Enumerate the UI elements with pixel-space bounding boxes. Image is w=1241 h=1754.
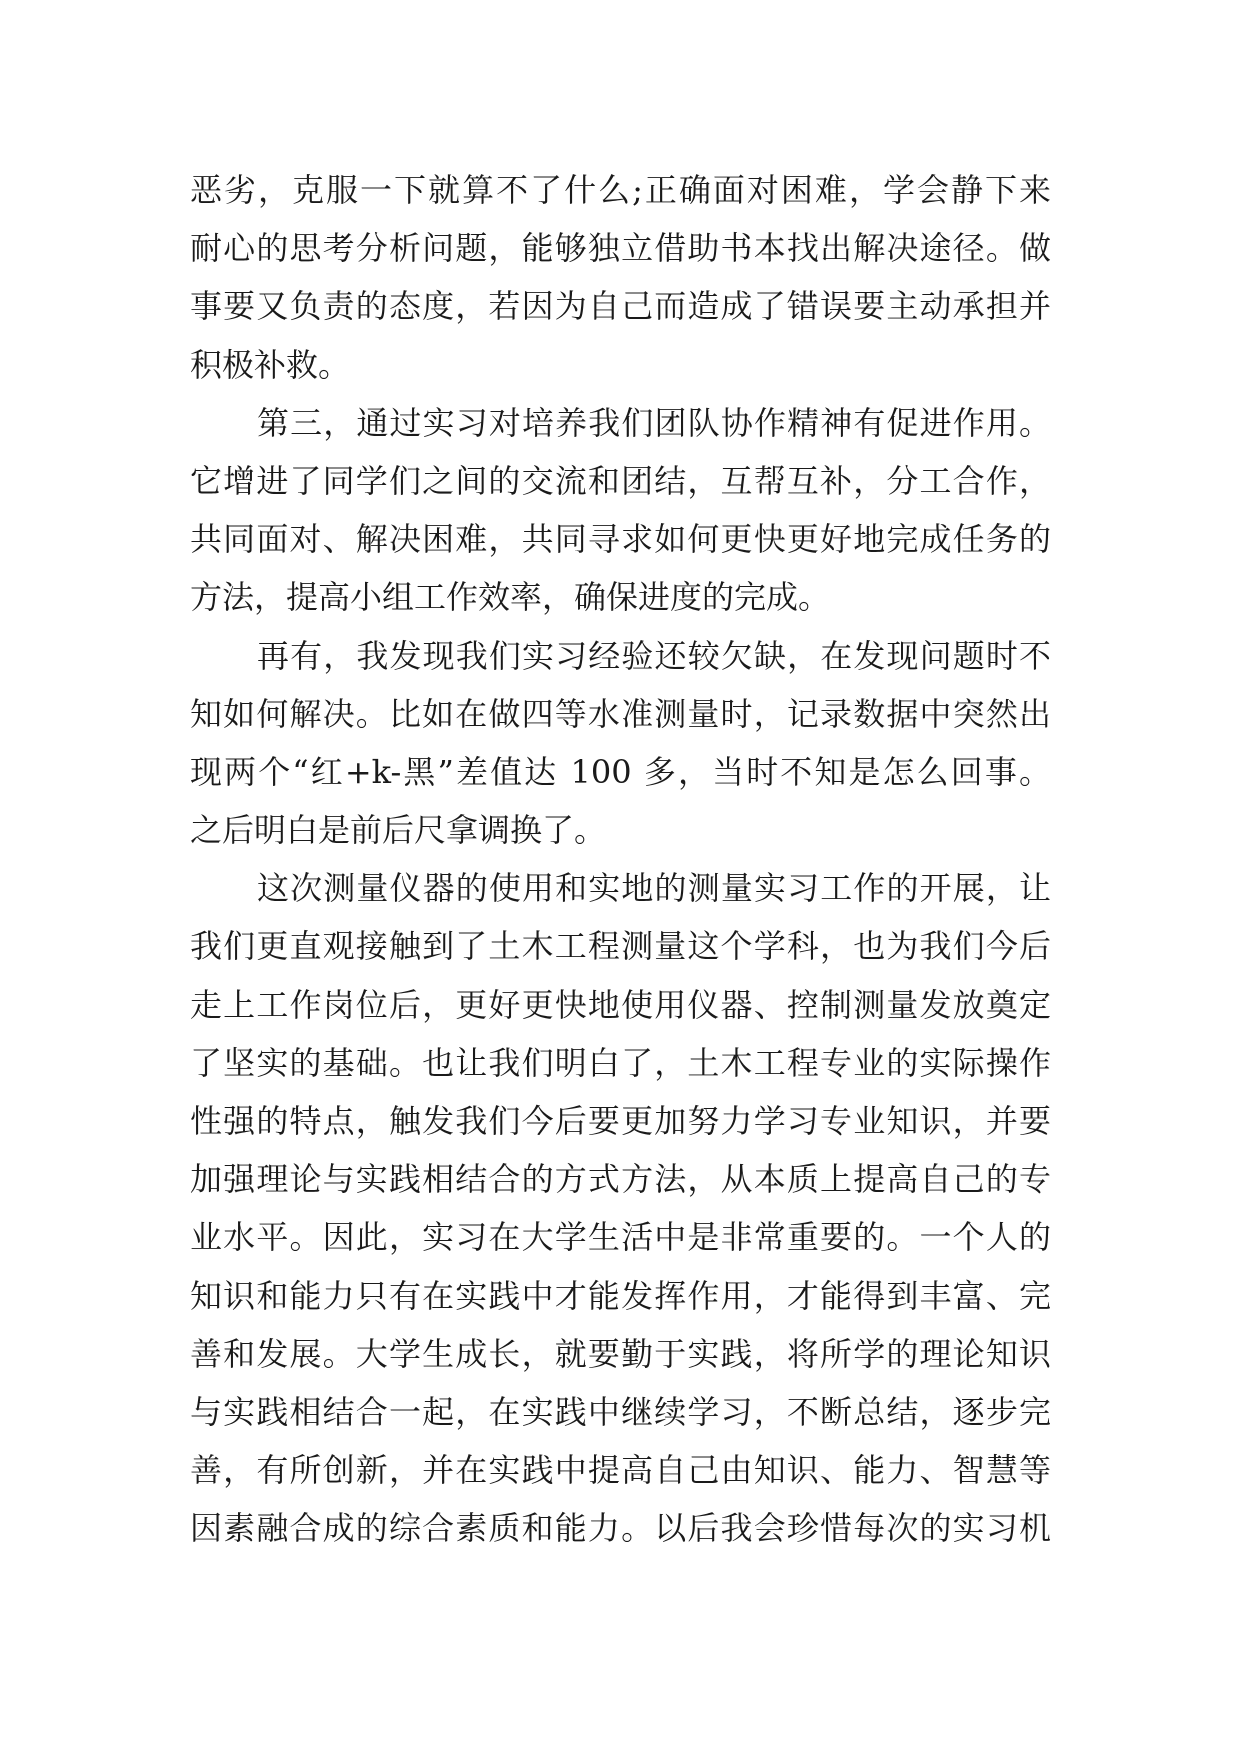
paragraph [190, 161, 1051, 394]
paragraph [190, 859, 1051, 1557]
text-line: 我们更直观接触到了土木工程测量这个学科，也为我们今后 [190, 927, 1051, 966]
text-line: 这次测量仪器的使用和实地的测量实习工作的开展，让 [257, 869, 1051, 908]
text-line: 与实践相结合一起，在实践中继续学习，不断总结，逐步完 [190, 1392, 1051, 1431]
text-line: 之后明白是前后尺拿调换了。 [190, 811, 607, 850]
paragraph [190, 627, 1051, 860]
text-line: 共同面对、解决困难，共同寻求如何更快更好地完成任务的 [190, 520, 1051, 559]
text-line: 它增进了同学们之间的交流和团结，互帮互补，分工合作， [190, 461, 1051, 500]
text-line: 了坚实的基础。也让我们明白了，土木工程专业的实际操作 [190, 1043, 1051, 1082]
text-line: 再有，我发现我们实习经验还较欠缺，在发现问题时不 [257, 636, 1051, 675]
text-line: 善，有所创新，并在实践中提高自己由知识、能力、智慧等 [190, 1451, 1051, 1490]
text-line: 积极补救。 [190, 345, 351, 384]
text-line: 耐心的思考分析问题，能够独立借助书本找出解决途径。做 [190, 229, 1051, 268]
text-line: 业水平。因此，实习在大学生活中是非常重要的。一个人的 [190, 1218, 1051, 1257]
text-line: 知如何解决。比如在做四等水准测量时，记录数据中突然出 [190, 694, 1051, 733]
text-line: 善和发展。大学生成长，就要勤于实践，将所学的理论知识 [190, 1334, 1051, 1373]
text-line: 因素融合成的综合素质和能力。以后我会珍惜每次的实习机 [190, 1509, 1051, 1548]
text-line: 加强理论与实践相结合的方式方法，从本质上提高自己的专 [190, 1160, 1051, 1199]
paragraph [190, 394, 1051, 627]
text-line: 恶劣，克服一下就算不了什么;正确面对困难，学会静下来 [190, 171, 1051, 209]
document-body [190, 161, 1051, 1558]
text-line: 第三，通过实习对培养我们团队协作精神有促进作用。 [257, 403, 1051, 442]
text-line: 方法，提高小组工作效率，确保进度的完成。 [190, 578, 831, 617]
text-line: 事要又负责的态度，若因为自己而造成了错误要主动承担并 [190, 287, 1051, 326]
text-line: 性强的特点，触发我们今后要更加努力学习专业知识，并要 [190, 1102, 1051, 1140]
text-line: 走上工作岗位后，更好更快地使用仪器、控制测量发放奠定 [190, 985, 1051, 1024]
text-line: 知识和能力只有在实践中才能发挥作用，才能得到丰富、完 [190, 1276, 1051, 1315]
text-line: 现两个“红+k-黑”差值达 100 多，当时不知是怎么回事。 [190, 752, 1051, 791]
